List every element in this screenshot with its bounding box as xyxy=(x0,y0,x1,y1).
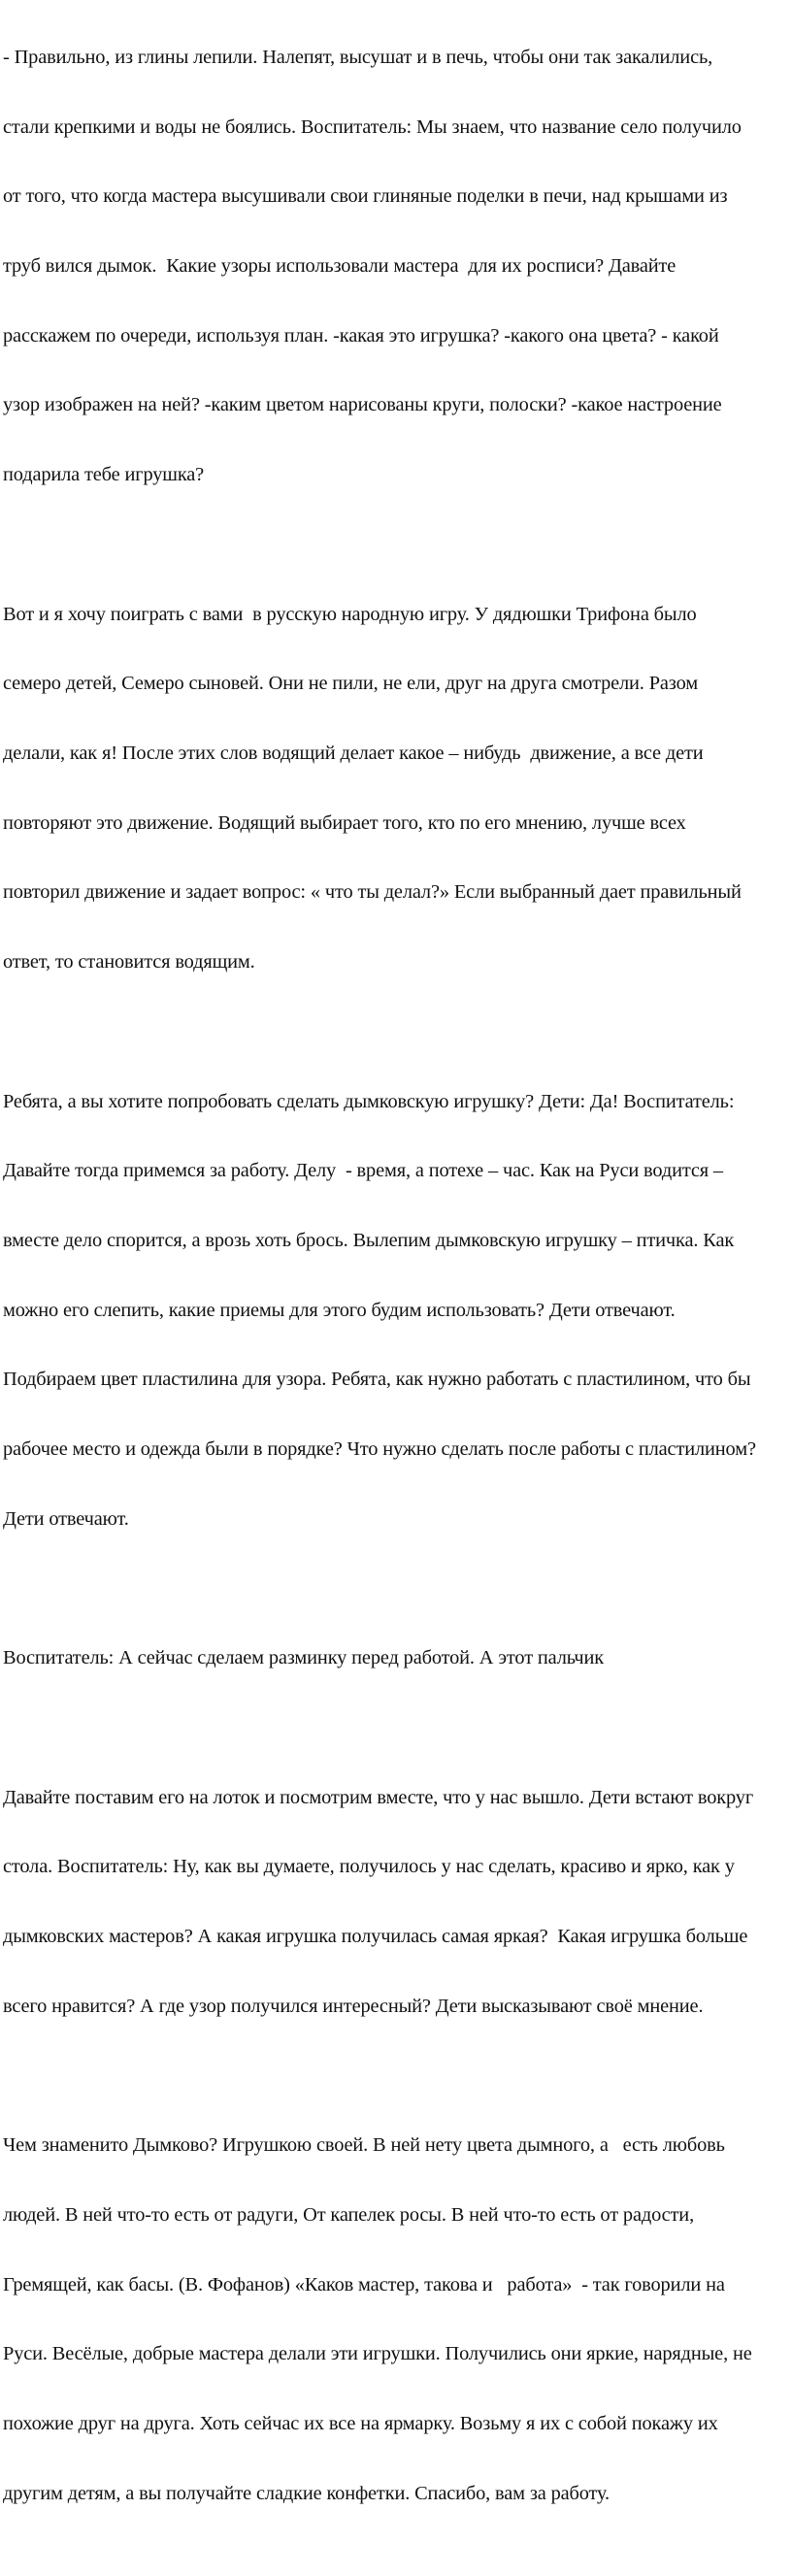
text-line: повторил движение и задает вопрос: « что ты делал?» Если выбранный дает правильный xyxy=(3,881,742,904)
text-line: вместе дело спорится, а врозь хоть брось. Вылепим дымковскую игрушку – птичка. Как xyxy=(3,1230,735,1251)
text-line: Давайте поставим его на лоток и посмотрим вместе, что у нас вышло. Дети встают вокруг xyxy=(3,1786,754,1808)
text-line: дымковских мастеров? А какая игрушка получилась самая яркая? Какая игрушка больше xyxy=(3,1926,748,1948)
text-line: от того, что когда мастера высушивали свои глиняные поделки в печи, над крышами из xyxy=(3,185,728,208)
text-line: ответ, то становится водящим. xyxy=(3,951,255,974)
text-line: узор изображен на ней? -каким цветом нарисованы круги, полоски? -какое настроение xyxy=(3,394,722,416)
paragraph-conclusion xyxy=(3,2088,788,2552)
text-line: Вот и я хочу поиграть с вами в русскую народную игру. У дядюшки Трифона было xyxy=(3,603,697,625)
text-line: расскажем по очереди, используя план. -какая это игрушка? -какого она цвета? - какой xyxy=(3,324,719,347)
text-line: всего нравится? А где узор получился интересный? Дети высказывают своё мнение. xyxy=(3,1995,704,2017)
text-line: семеро детей, Семеро сыновей. Они не пили, не ели, друг на друга смотрели. Разом xyxy=(3,673,698,695)
text-line: Подбираем цвет пластилина для узора. Ребята, как нужно работать с пластилином, что бы xyxy=(3,1369,751,1391)
text-line: Гремящей, как басы. (В. Фофанов) «Каков мастер, такова и работа» - так говорили на xyxy=(3,2273,725,2295)
paragraph-make-toy xyxy=(3,1044,788,1578)
text-line: повторяют это движение. Водящий выбирает того, кто по его мнению, лучше всех xyxy=(3,811,686,834)
text-line: людей. В ней что-то есть от радуги, От капелек росы. В ней что-то есть от радости, xyxy=(3,2204,695,2227)
text-line: можно его слепить, какие приемы для этого будим использовать? Дети отвечают. xyxy=(3,1299,676,1321)
text-line: Воспитатель: А сейчас сделаем разминку перед работой. А этот пальчик xyxy=(3,1647,604,1669)
paragraph-warmup xyxy=(3,1601,788,1717)
text-line: делали, как я! После этих слов водящий делает какое – нибудь движение, а все дети xyxy=(3,742,704,764)
text-line: стола. Воспитатель: Ну, как вы думаете, получилось у нас сделать, красиво и ярко, как у xyxy=(3,1856,735,1878)
text-line: Давайте тогда примемся за работу. Делу - время, а потехе – час. Как на Руси водится – xyxy=(3,1160,723,1182)
paragraph-review xyxy=(3,1740,788,2065)
text-line: подарила тебе игрушка? xyxy=(3,464,205,486)
text-line: стали крепкими и воды не боялись. Воспитатель: Мы знаем, что название село получило xyxy=(3,116,742,138)
text-line: - Правильно, из глины лепили. Налепят, высушат и в печь, чтобы они так закалились, xyxy=(3,46,713,68)
paragraph-folk-game xyxy=(3,557,788,1021)
text-line: рабочее место и одежда были в порядке? Что нужно сделать после работы с пластилином? xyxy=(3,1438,756,1461)
text-line: Руси. Весёлые, добрые мастера делали эти игрушки. Получились они яркие, нарядные, не xyxy=(3,2343,752,2365)
text-line: Ребята, а вы хотите попробовать сделать дымковскую игрушку? Дети: Да! Воспитатель: xyxy=(3,1090,735,1112)
text-line: похожие друг на друга. Хоть сейчас их все на ярмарку. Возьму я их с собой покажу их xyxy=(3,2413,718,2435)
text-line: Чем знаменито Дымково? Игрушкою своей. В ней нету цвета дымного, а есть любовь xyxy=(3,2134,725,2157)
text-line: Дети отвечают. xyxy=(3,1507,129,1530)
text-line: другим детям, а вы получайте сладкие конфетки. Спасибо, вам за работу. xyxy=(3,2482,610,2504)
paragraph-clay-story xyxy=(3,0,788,534)
text-line: труб вился дымок. Какие узоры использовали мастера для их росписи? Давайте xyxy=(3,254,676,277)
